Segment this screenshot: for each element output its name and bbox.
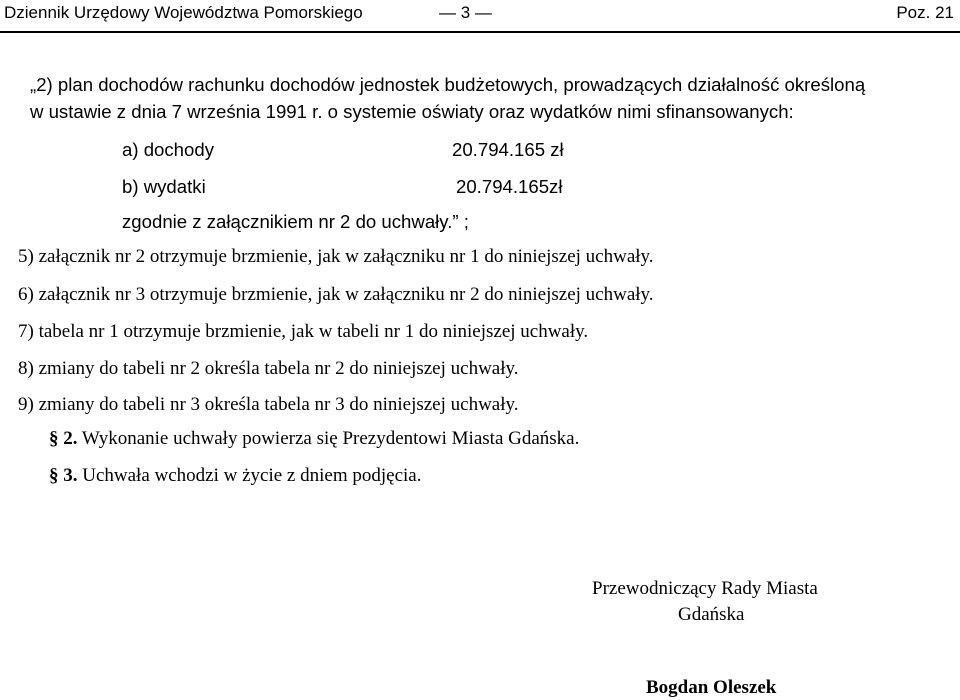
annex-note: zgodnie z załącznikiem nr 2 do uchwały.” ; (122, 211, 469, 232)
signatory-name: Bogdan Oleszek (646, 677, 777, 698)
header-divider (0, 31, 960, 33)
section-3-text: Uchwała wchodzi w życie z dniem podjęcia. (77, 465, 422, 486)
page-number: — 3 — (439, 3, 492, 22)
signature-title-line1: Przewodniczący Rady Miasta (592, 578, 818, 599)
item2-line1: „2) plan dochodów rachunku dochodów jednostek budżetowych, prowadzących działalność określoną (30, 74, 866, 95)
signature-title-line2: Gdańska (678, 604, 745, 625)
journal-title: Dziennik Urzędowy Województwa Pomorskiego (4, 3, 363, 22)
point-5: 5) załącznik nr 2 otrzymuje brzmienie, jak w załączniku nr 1 do niniejszej uchwały. (18, 246, 654, 267)
section-2 (49, 428, 579, 450)
section-2-number: § 2. (49, 428, 78, 449)
position-reference: Poz. 21 (896, 3, 954, 22)
point-7: 7) tabela nr 1 otrzymuje brzmienie, jak w tabeli nr 1 do niniejszej uchwały. (18, 321, 589, 342)
section-2-text: Wykonanie uchwały powierza się Prezydentowi Miasta Gdańska. (77, 428, 580, 449)
point-9: 9) zmiany do tabeli nr 3 określa tabela nr 3 do niniejszej uchwały. (18, 394, 519, 415)
section-3 (49, 465, 421, 487)
expenses-label: b) wydatki (122, 176, 206, 197)
point-8: 8) zmiany do tabeli nr 2 określa tabela nr 2 do niniejszej uchwały. (18, 358, 519, 379)
income-value: 20.794.165 zł (452, 139, 564, 160)
page-header (0, 0, 960, 34)
item2-line2: w ustawie z dnia 7 września 1991 r. o systemie oświaty oraz wydatków nimi sfinansowanych: (30, 101, 794, 122)
expenses-value: 20.794.165zł (456, 176, 563, 197)
section-3-number: § 3. (49, 465, 78, 486)
income-label: a) dochody (122, 139, 214, 160)
point-6: 6) załącznik nr 3 otrzymuje brzmienie, jak w załączniku nr 2 do niniejszej uchwały. (18, 284, 654, 305)
